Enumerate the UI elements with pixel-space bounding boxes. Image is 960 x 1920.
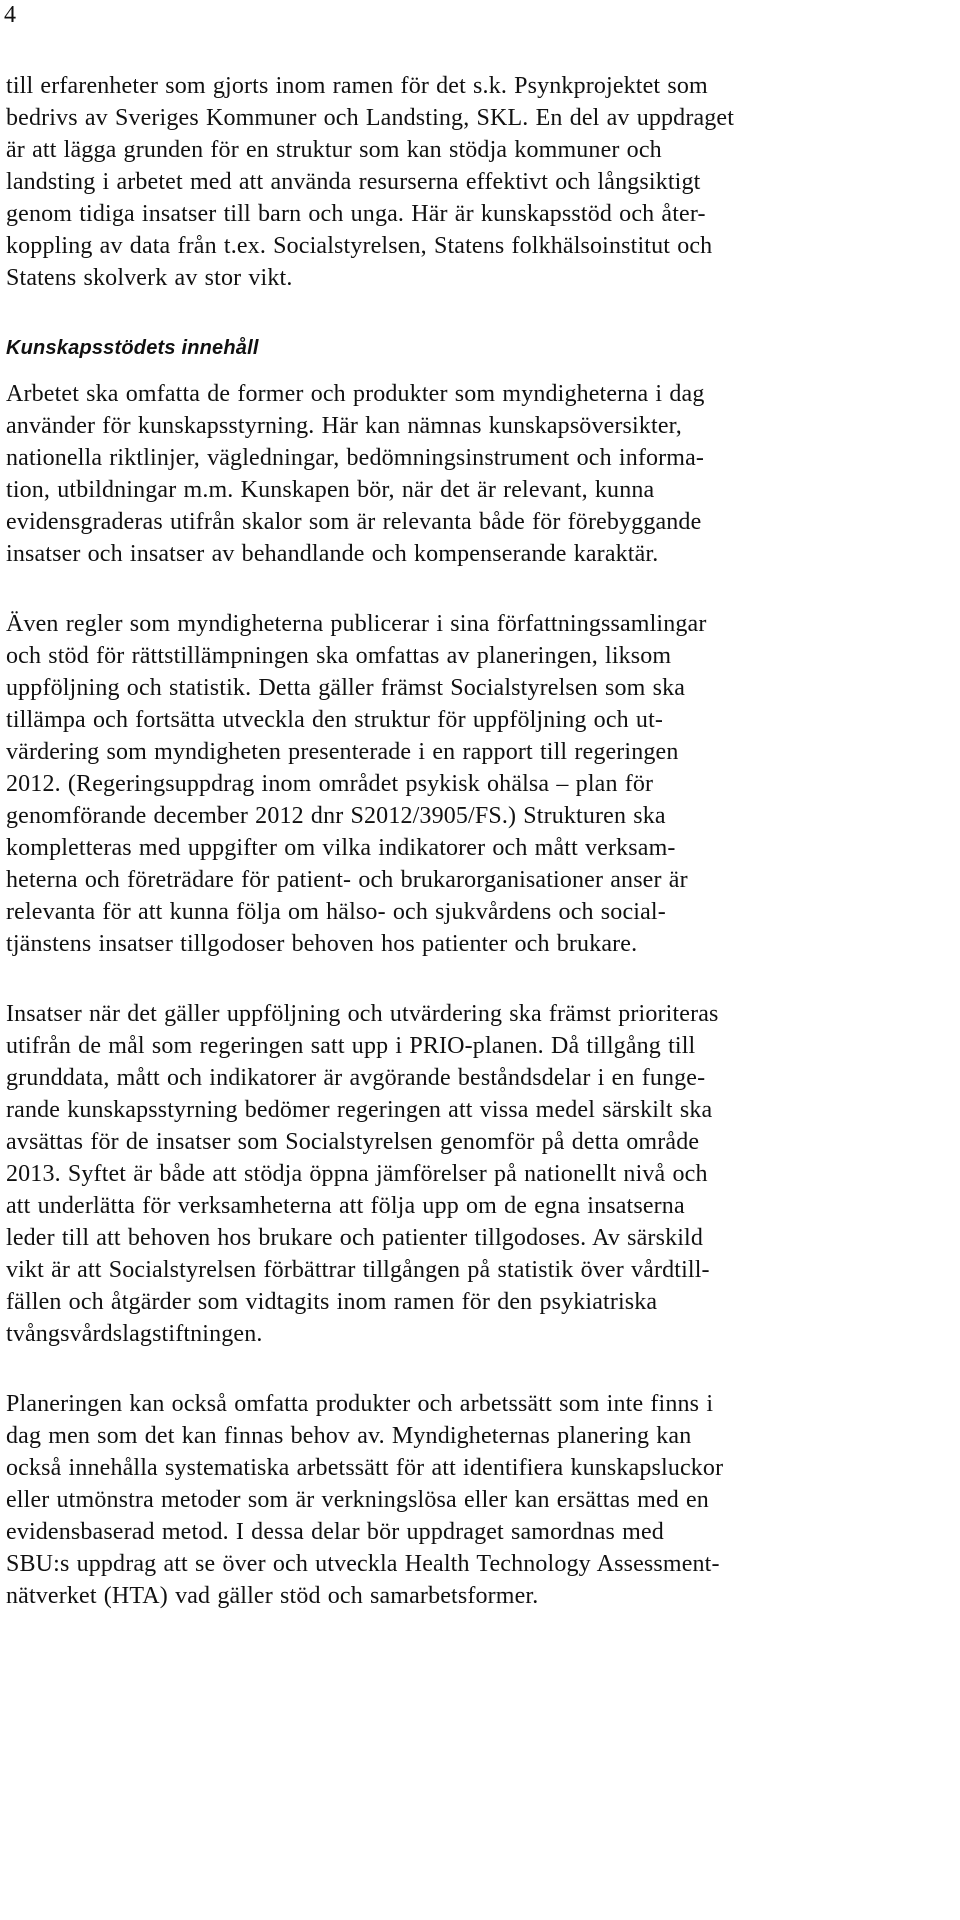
text-line: tjänstens insatser tillgodoser behoven hos patienter och brukare. [6,931,638,957]
text-line: Statens skolverk av stor vikt. [6,265,293,291]
text-line: tillämpa och fortsätta utveckla den struktur för uppföljning och ut- [6,707,664,733]
section-heading: Kunskapsstödets innehåll [6,337,259,359]
paragraph-planning [6,1388,946,1612]
text-line: 2012. (Regeringsuppdrag inom området psykisk ohälsa – plan för [6,771,654,797]
text-line: evidensgraderas utifrån skalor som är relevanta både för förebyggande [6,509,702,535]
text-line: genom tidiga insatser till barn och unga. Här är kunskapsstöd och åter- [6,201,706,227]
text-line: kompletteras med uppgifter om vilka indikatorer och mått verksam- [6,835,676,861]
text-line: fällen och åtgärder som vidtagits inom ramen för den psykiatriska [6,1289,658,1315]
text-line: bedrivs av Sveriges Kommuner och Landsting, SKL. En del av uppdraget [6,105,735,131]
paragraph-regulations [6,608,946,960]
text-line: SBU:s uppdrag att se över och utveckla Health Technology Assessment- [6,1551,720,1577]
text-line: vikt är att Socialstyrelsen förbättrar tillgången på statistik över vårdtill- [6,1257,710,1283]
text-line: rande kunskapsstyrning bedömer regeringen att vissa medel särskilt ska [6,1097,713,1123]
text-line: nätverket (HTA) vad gäller stöd och samarbetsformer. [6,1583,539,1609]
text-line: att underlätta för verksamheterna att följa upp om de egna insatserna [6,1193,685,1219]
text-line: tion, utbildningar m.m. Kunskapen bör, när det är relevant, kunna [6,477,655,503]
text-line: evidensbaserad metod. I dessa delar bör uppdraget samordnas med [6,1519,664,1545]
text-line: 2013. Syftet är både att stödja öppna jämförelser på nationellt nivå och [6,1161,708,1187]
paragraph-followup [6,998,946,1350]
text-line: avsättas för de insatser som Socialstyrelsen genomför på detta område [6,1129,700,1155]
page-number: 4 [4,2,16,28]
text-line: Även regler som myndigheterna publicerar i sina författningssamlingar [6,611,707,637]
text-line: landsting i arbetet med att använda resurserna effektivt och långsiktigt [6,169,701,195]
text-line: är att lägga grunden för en struktur som kan stödja kommuner och [6,137,662,163]
paragraph-intro [6,70,946,294]
text-line: koppling av data från t.ex. Socialstyrelsen, Statens folkhälsoinstitut och [6,233,713,259]
text-line: också innehålla systematiska arbetssätt för att identifiera kunskapsluckor [6,1455,724,1481]
text-line: leder till att behoven hos brukare och patienter tillgodoses. Av särskild [6,1225,704,1251]
document-body [6,70,946,1612]
text-line: använder för kunskapsstyrning. Här kan nämnas kunskapsöversikter, [6,413,682,439]
text-line: nationella riktlinjer, vägledningar, bedömningsinstrument och informa- [6,445,705,471]
text-line: tvångsvårdslagstiftningen. [6,1321,263,1347]
text-line: insatser och insatser av behandlande och kompenserande karaktär. [6,541,659,567]
text-line: grunddata, mått och indikatorer är avgörande beståndsdelar i en funge- [6,1065,706,1091]
text-line: heterna och företrädare för patient- och brukarorganisationer anser är [6,867,688,893]
text-line: eller utmönstra metoder som är verkningslösa eller kan ersättas med en [6,1487,709,1513]
text-line: Insatser när det gäller uppföljning och utvärdering ska främst prioriteras [6,1001,719,1027]
text-line: dag men som det kan finnas behov av. Myndigheternas planering kan [6,1423,692,1449]
text-line: till erfarenheter som gjorts inom ramen för det s.k. Psynkprojektet som [6,73,708,99]
text-line: utifrån de mål som regeringen satt upp i PRIO-planen. Då tillgång till [6,1033,696,1059]
text-line: Planeringen kan också omfatta produkter och arbetssätt som inte finns i [6,1391,714,1417]
text-line: värdering som myndigheten presenterade i en rapport till regeringen [6,739,679,765]
text-line: och stöd för rättstillämpningen ska omfattas av planeringen, liksom [6,643,672,669]
text-line: genomförande december 2012 dnr S2012/3905/FS.) Strukturen ska [6,803,666,829]
paragraph-scope [6,378,946,570]
text-line: Arbetet ska omfatta de former och produkter som myndigheterna i dag [6,381,705,407]
text-line: relevanta för att kunna följa om hälso- och sjukvårdens och social- [6,899,666,925]
text-line: uppföljning och statistik. Detta gäller främst Socialstyrelsen som ska [6,675,686,701]
